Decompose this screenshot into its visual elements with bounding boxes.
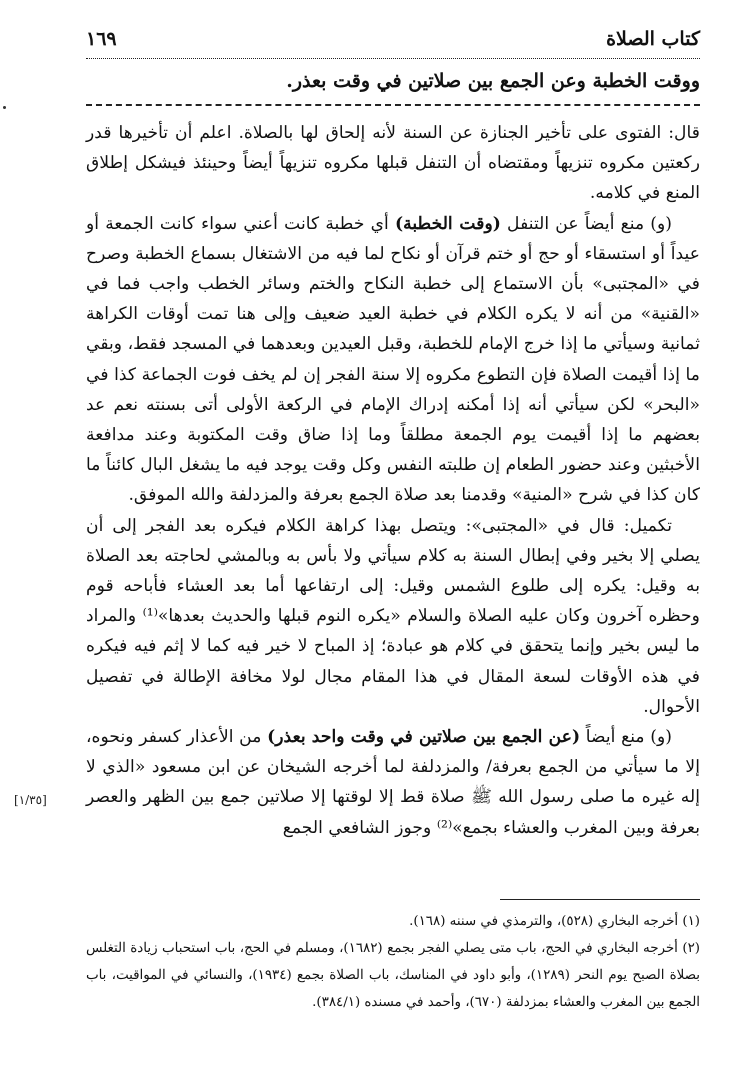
paragraph-2-rest: أي خطبة كانت أعني سواء كانت الجمعة أو عيداً أو استسقاء أو حج أو ختم قرآن أو نكاح لما فيه من الاشتغال بسماع الخطبة وصرح في «المجتبى» بأن الاستماع إلى خطبة النكاح والختم وسائر الخطب واجب فما في «القنية» من أنه لا يكره الكلام في خطبة العيد ضعيف وإلى هنا تمت أوقات الكراهة ثمانية وسيأتي ما إذا خرج الإمام للخطبة، وقبل العيدين وبعدهما في المسجد فقط، وبقي ما إذا أقيمت الصلاة فإن التطوع مكروه إلا سنة الفجر إن لم يخف فوت الجماعة كذا في «البحر» لكن سيأتي أنه إذا أمكنه إدراك الإمام في الركعة الأولى أتى بسنته نعم عد بعضهم ما إذا أقيمت يوم الجمعة مطلقاً وما إذا ضاق وقت المكتوبة وعند مدافعة الأخبثين وعند حضور الطعام إن طلبته النفس وكل وقت يوجد فيه ما يشغل البال كائناً ما كان كذا في شرح «المنية» وقدمنا بعد صلاة الجمع بعرفة والمزدلفة والله الموفق. <box>86 213 700 506</box>
dashed-separator <box>86 104 700 106</box>
paragraph-4 <box>86 722 700 843</box>
paragraph-2 <box>86 209 700 511</box>
paragraph-2-lead: (و) منع أيضاً عن التنفل <box>500 213 673 234</box>
paragraph-4-lead: (و) منع أيضاً <box>580 727 672 748</box>
footnote-2: (٢) أخرجه البخاري في الحج، باب متى يصلي الفجر بجمع (١٦٨٢)، ومسلم في الحج، باب استحباب زيادة التغلس بصلاة الصبح يوم النحر (١٢٨٩)، وأبو داود في المناسك، باب الصلاة بجمع (١٩٣٤)، والنسائي في المواقيت، باب الجمع بين المغرب والعشاء بمزدلفة (٦٧٠)، وأحمد في مسنده (٣٨٤/١). <box>86 941 700 1010</box>
footnotes <box>86 908 700 1016</box>
running-header <box>86 28 700 59</box>
edge-mark <box>3 106 6 109</box>
margin-reference: [١/٣٥] <box>14 793 47 807</box>
footnote-1: (١) أخرجه البخاري (٥٢٨)، والترمذي في سننه (١٦٨). <box>409 914 700 929</box>
paragraph-1: قال: الفتوى على تأخير الجنازة عن السنة لأنه إلحاق لها بالصلاة. اعلم أن تأخيرها قدر ركعتين مكروه تنزيهاً ومقتضاه أن التنفل قبلها مكروه تنزيهاً أيضاً وحينئذ فيشكل إطلاق المنع في كلامه. <box>86 123 701 204</box>
quoted-matn-khutba: (وقت الخطبة) <box>394 213 501 234</box>
page-number: ١٦٩ <box>86 28 117 50</box>
footnote-rule <box>500 899 700 900</box>
matn-heading: ووقت الخطبة وعن الجمع بين صلاتين في وقت بعذر. <box>286 70 700 92</box>
commentary-body <box>86 118 700 843</box>
paragraph-4-rest: من الأعذار كسفر ونحوه، إلا ما سيأتي من الجمع بعرفة/ والمزدلفة لما أخرجه الشيخان عن ابن مسعود «الذي لا إله غيره ما صلى رسول الله ﷺ صلاة قط إلا لوقتها إلا صلاتين جمع بين الظهر والعصر بعرفة وبين المغرب والعشاء بجمع»⁽²⁾ وجوز الشافعي الجمع <box>86 727 700 838</box>
quoted-matn-jam: (عن الجمع بين صلاتين في وقت واحد بعذر) <box>267 727 581 748</box>
paragraph-3: تكميل: قال في «المجتبى»: ويتصل بهذا كراهة الكلام فيكره بعد الفجر إلى أن يصلي إلا بخير وفي إبطال السنة به كلام سيأتي ولا بأس به وبالمشي لحاجته بعد الصلاة به وقيل: يكره إلى طلوع الشمس وقيل: إلى ارتفاعها أما بعد العشاء فأباحه قوم وحظره آخرون وكان عليه الصلاة والسلام «يكره النوم قبلها والحديث بعدها»⁽¹⁾ والمراد ما ليس بخير وإنما يتحقق في كلام هو عبادة؛ إذ المباح لا خير فيه كما لا إثم فيه فيكره في هذه الأوقات لسعة المقال في هذا المقام مجال لولا مخافة الإطالة في تفصيل الأحوال. <box>86 515 700 717</box>
book-title: كتاب الصلاة <box>606 28 700 50</box>
